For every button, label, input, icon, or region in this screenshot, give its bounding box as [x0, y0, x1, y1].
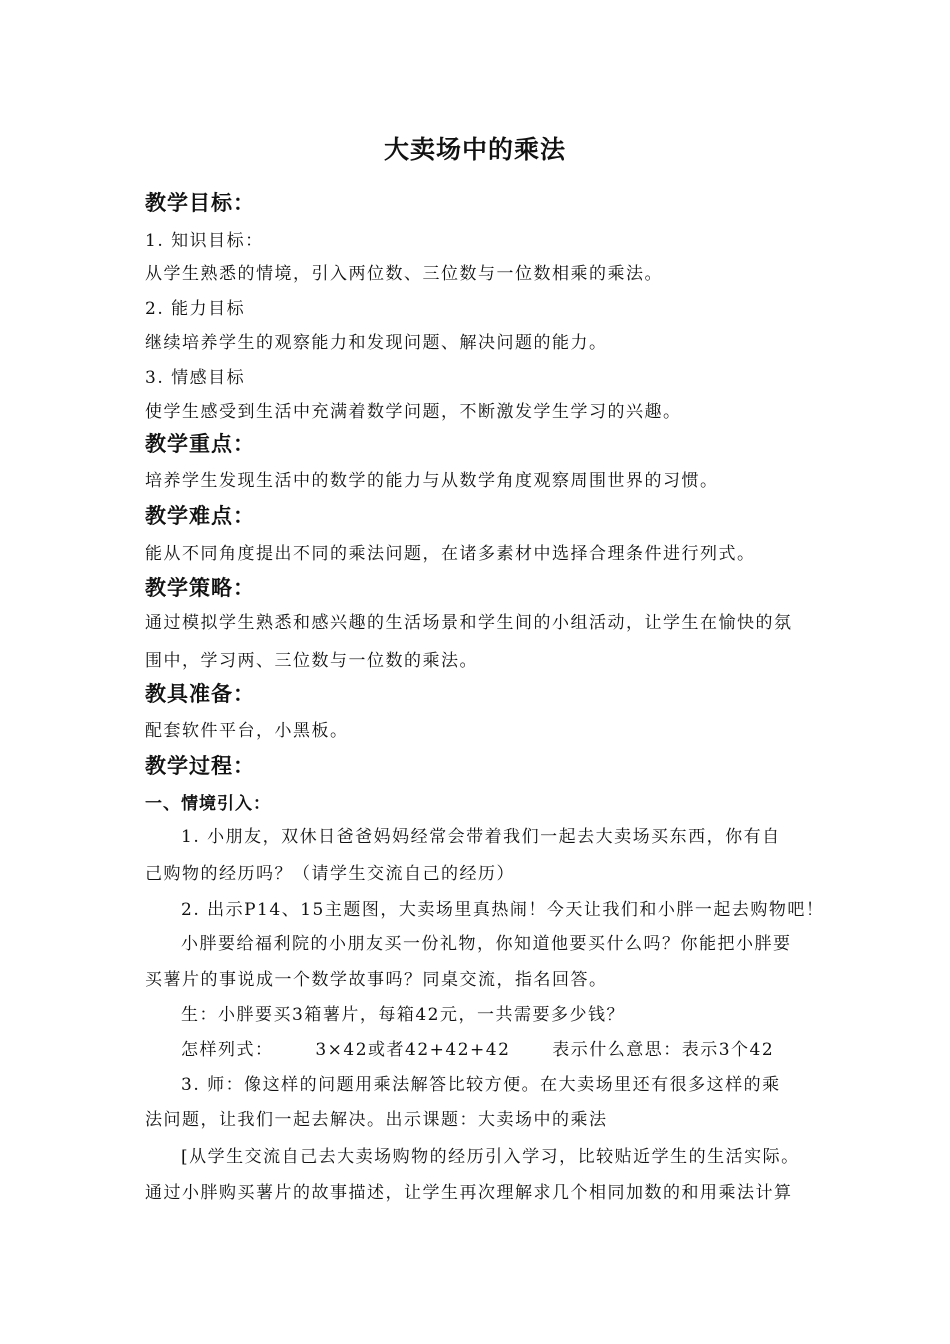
paragraph-7-line-1: [从学生交流自己去大卖场购物的经历引入学习，比较贴近学生的生活实际。	[181, 1147, 800, 1167]
document-title: 大卖场中的乘法	[383, 135, 566, 164]
key-points-text: 培养学生发现生活中的数学的能力与从数学角度观察周围世界的习惯。	[145, 471, 719, 491]
formula-meaning: 表示什么意思：表示3个42	[552, 1040, 775, 1060]
objective-2-label: 2. 能力目标	[145, 299, 246, 319]
key-points-heading: 教学重点：	[145, 432, 255, 456]
formula-expression: 3×42或者42+42+42	[315, 1040, 511, 1060]
paragraph-3-line-2: 买薯片的事说成一个数学故事吗？同桌交流，指名回答。	[145, 970, 608, 990]
objective-3-label: 3. 情感目标	[145, 368, 246, 388]
paragraph-3-line-1: 小胖要给福利院的小朋友买一份礼物，你知道他要买什么吗？你能把小胖要	[181, 934, 792, 954]
difficulties-heading: 教学难点：	[145, 504, 255, 528]
strategy-line-2: 围中，学习两、三位数与一位数的乘法。	[145, 651, 478, 671]
materials-text: 配套软件平台，小黑板。	[145, 721, 349, 741]
objective-2-text: 继续培养学生的观察能力和发现问题、解决问题的能力。	[145, 333, 608, 353]
formula-line	[145, 1035, 861, 1060]
materials-heading: 教具准备：	[145, 682, 255, 706]
section-1-heading: 一、情境引入：	[145, 794, 271, 814]
objective-1-text: 从学生熟悉的情境，引入两位数、三位数与一位数相乘的乘法。	[145, 264, 663, 284]
paragraph-2-line-1: 2. 出示P14、15主题图，大卖场里真热闹！今天让我们和小胖一起去购物吧！	[181, 900, 825, 920]
paragraph-1-line-2: 己购物的经历吗？（请学生交流自己的经历）	[145, 864, 515, 884]
paragraph-1-line-1: 1. 小朋友，双休日爸爸妈妈经常会带着我们一起去大卖场买东西，你有自	[181, 827, 781, 847]
paragraph-6-line-1: 3. 师：像这样的问题用乘法解答比较方便。在大卖场里还有很多这样的乘	[181, 1075, 781, 1095]
objective-3-text: 使学生感受到生活中充满着数学问题，不断激发学生学习的兴趣。	[145, 402, 682, 422]
paragraph-6-line-2: 法问题，让我们一起去解决。出示课题：大卖场中的乘法	[145, 1110, 608, 1130]
strategy-line-1: 通过模拟学生熟悉和感兴趣的生活场景和学生间的小组活动，让学生在愉快的氛	[145, 613, 793, 633]
difficulties-text: 能从不同角度提出不同的乘法问题，在诸多素材中选择合理条件进行列式。	[145, 544, 756, 564]
objective-1-label: 1. 知识目标：	[145, 231, 264, 251]
objectives-heading: 教学目标：	[145, 191, 255, 215]
student-answer: 生：小胖要买3箱薯片，每箱42元，一共需要多少钱？	[181, 1005, 625, 1025]
formula-prompt: 怎样列式：	[181, 1040, 274, 1060]
paragraph-7-line-2: 通过小胖购买薯片的故事描述，让学生再次理解求几个相同加数的和用乘法计算	[145, 1183, 793, 1203]
process-heading: 教学过程：	[145, 754, 255, 778]
strategy-heading: 教学策略：	[145, 576, 255, 600]
